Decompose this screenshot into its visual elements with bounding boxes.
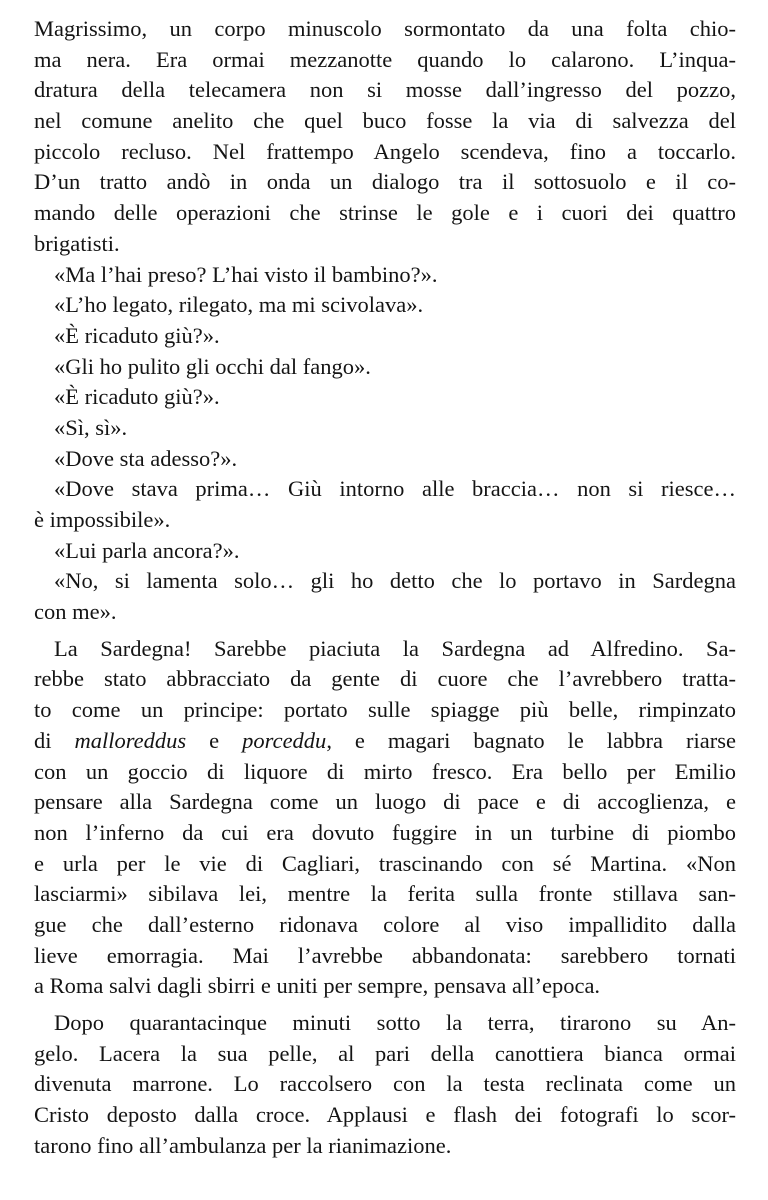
- dialogue-line: [34, 444, 736, 475]
- text-line: rebbe stato abbracciato da gente di cuore che l’avrebbero tratta-: [34, 666, 736, 692]
- text-line: «Gli ho pulito gli occhi dal fango».: [54, 353, 371, 379]
- dialogue-line: [34, 474, 736, 535]
- text-line: to come un principe: portato sulle spiagge più belle, rimpinzato: [34, 697, 736, 723]
- text-run: di: [34, 727, 75, 753]
- text-line: e urla per le vie di Cagliari, trascinando con sé Martina. «Non: [34, 850, 736, 876]
- dialogue-line: [34, 260, 736, 291]
- text-line: non l’inferno da cui era dovuto fuggire in un turbine di piombo: [34, 819, 736, 845]
- text-line: dratura della telecamera non si mosse dall’ingresso del pozzo,: [34, 77, 736, 103]
- text-line: La Sardegna! Sarebbe piaciuta la Sardegna ad Alfredino. Sa-: [54, 635, 736, 661]
- text-line: è impossibile».: [34, 507, 171, 532]
- text-line: con me».: [34, 599, 117, 625]
- text-line: Cristo deposto dalla croce. Applausi e flash dei fotografi lo scor-: [34, 1102, 736, 1128]
- dialogue-line: [34, 290, 736, 321]
- text-line: «Dove sta adesso?».: [54, 445, 238, 471]
- text-line: Dopo quarantacinque minuti sotto la terra, tirarono su An-: [54, 1010, 736, 1035]
- paragraph-closing: [34, 1008, 736, 1161]
- text-line: pensare alla Sardegna come un luogo di pace e di accoglienza, e: [34, 789, 736, 815]
- italic-term-malloreddus: malloreddus: [74, 727, 187, 753]
- text-run: , e magari bagnato le labbra riarse: [326, 727, 736, 753]
- text-line: «È ricaduto giù?».: [54, 384, 220, 410]
- dialogue-line: [34, 536, 736, 567]
- text-line-italic-mixed: [34, 726, 736, 757]
- dialogue-line: [34, 413, 736, 444]
- text-line: nel comune anelito che quel buco fosse la via di salvezza del: [34, 108, 736, 134]
- text-line: «L’ho legato, rilegato, ma mi scivolava».: [54, 292, 424, 318]
- text-line: Magrissimo, un corpo minuscolo sormontato da una folta chio-: [34, 16, 736, 41]
- dialogue-line: [34, 382, 736, 413]
- text-line: lieve emorragia. Mai l’avrebbe abbandonata: sarebbero tornati: [34, 942, 736, 968]
- text-line: «No, si lamenta solo… gli ho detto che lo portavo in Sardegna: [54, 568, 736, 594]
- dialogue-line: [34, 352, 736, 383]
- book-page: [34, 14, 736, 1161]
- text-line: brigatisti.: [34, 230, 120, 256]
- italic-term-porceddu: porceddu: [242, 727, 327, 753]
- text-line: gue che dall’esterno ridonava colore al viso impallidito dalla: [34, 911, 736, 937]
- text-line: tarono fino all’ambulanza per la rianimazione.: [34, 1132, 452, 1158]
- dialogue-line: [34, 321, 736, 352]
- text-run: e: [186, 727, 243, 753]
- text-line: «Ma l’hai preso? L’hai visto il bambino?».: [54, 261, 438, 287]
- text-line: divenuta marrone. Lo raccolsero con la testa reclinata come un: [34, 1071, 736, 1097]
- text-line: a Roma salvi dagli sbirri e uniti per sempre, pensava all’epoca.: [34, 973, 601, 999]
- text-line: gelo. Lacera la sua pelle, al pari della canottiera bianca ormai: [34, 1040, 736, 1066]
- text-line: «È ricaduto giù?».: [54, 322, 220, 348]
- dialogue-line: [34, 566, 736, 627]
- text-line: «Sì, sì».: [54, 414, 128, 440]
- text-line: mando delle operazioni che strinse le gole e i cuori dei quattro: [34, 200, 736, 226]
- text-line: «Lui parla ancora?».: [54, 537, 240, 563]
- text-line: piccolo recluso. Nel frattempo Angelo scendeva, fino a toccarlo.: [34, 138, 736, 164]
- text-line: ma nera. Era ormai mezzanotte quando lo calarono. L’inqua-: [34, 46, 736, 72]
- paragraph-sardegna: [34, 634, 736, 1002]
- text-line: D’un tratto andò in onda un dialogo tra il sottosuolo e il co-: [34, 169, 736, 195]
- text-line: lasciarmi» sibilava lei, mentre la ferita sulla fronte stillava san-: [34, 881, 736, 907]
- text-line: «Dove stava prima… Giù intorno alle braccia… non si riesce…: [54, 476, 736, 502]
- text-line: con un goccio di liquore di mirto fresco. Era bello per Emilio: [34, 758, 736, 784]
- paragraph-opening: [34, 14, 736, 260]
